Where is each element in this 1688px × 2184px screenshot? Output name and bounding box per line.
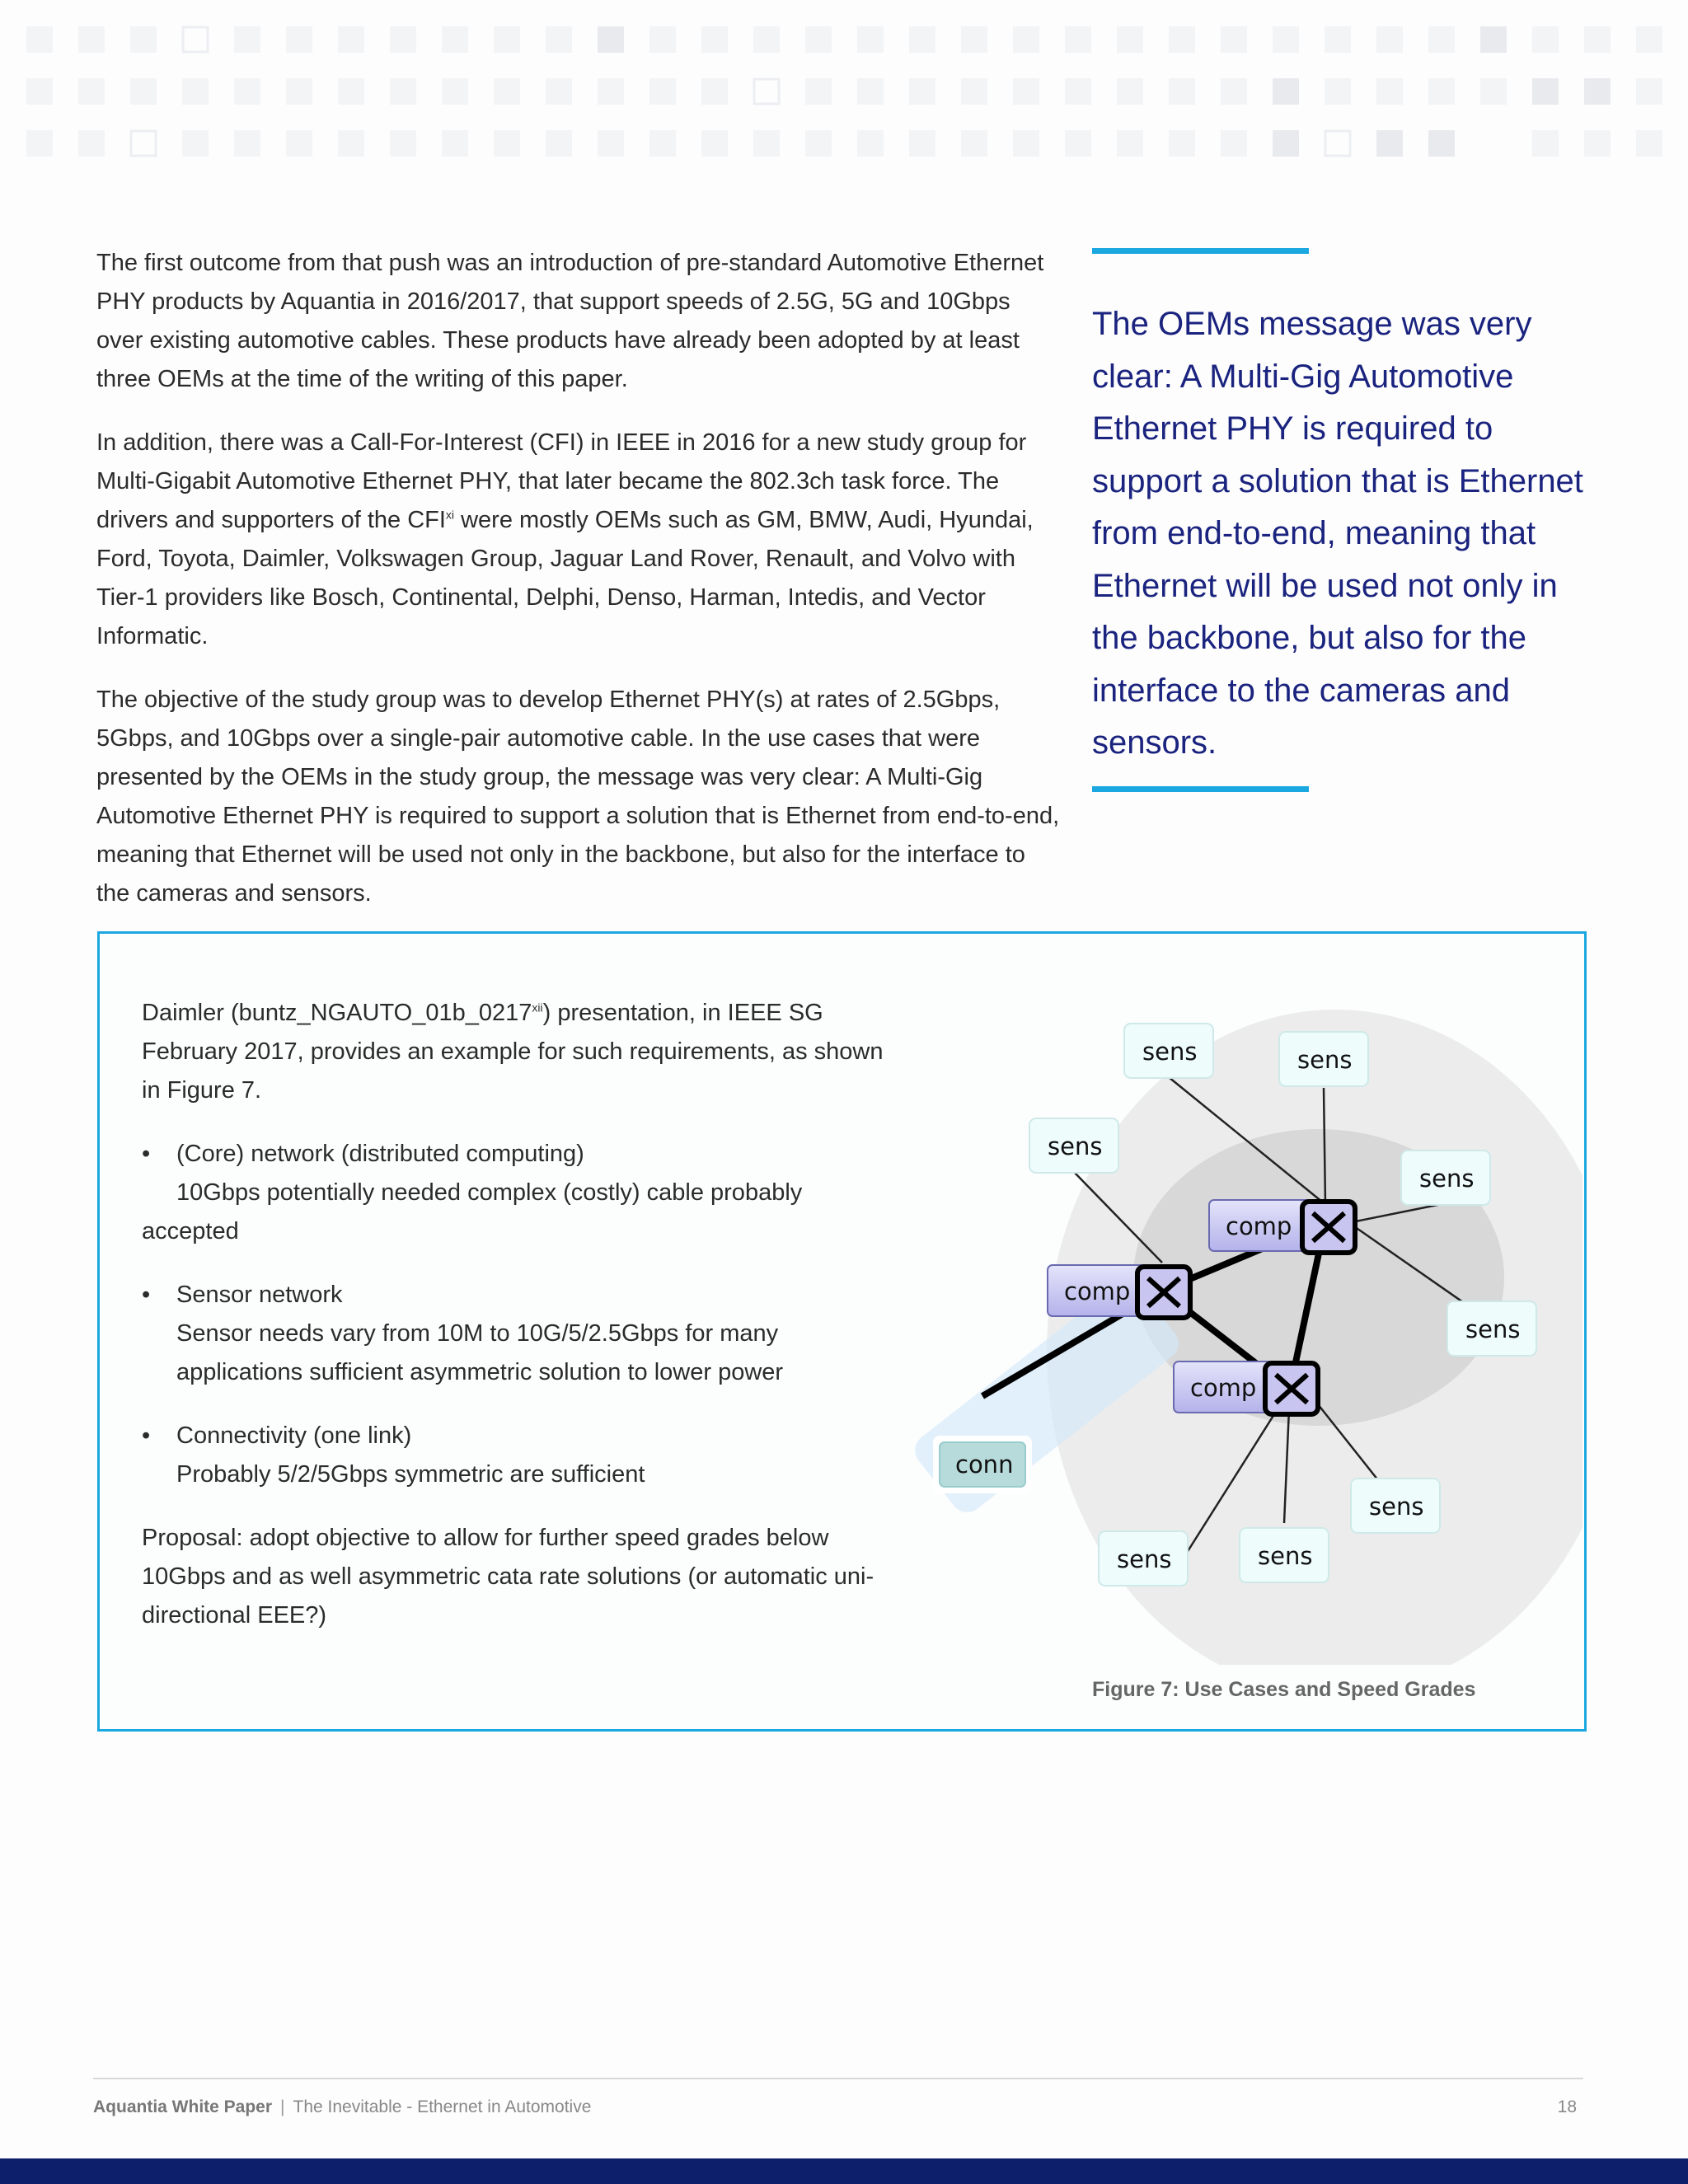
footer-color-bar xyxy=(0,2158,1688,2184)
paragraph-2-part-1: In addition, there was a Call-For-Interest (CFI) in IEEE in 2016 for a new study group for Multi-Gigabit Automotive Ethernet PHY, that later became the 802.3ch task force. The drivers and supporters of the CFI xyxy=(96,429,1027,533)
list-item-lead: (Core) network (distributed computing) xyxy=(176,1141,584,1167)
footer-brand: Aquantia White Paper xyxy=(93,2097,273,2116)
network-topology-diagram xyxy=(890,956,1582,1665)
compute-label: comp xyxy=(1226,1212,1292,1240)
compute-node-left xyxy=(1048,1265,1190,1318)
sensor-label: sens xyxy=(1048,1132,1103,1160)
body-text xyxy=(96,244,1061,938)
compute-node-bottom xyxy=(1174,1361,1318,1414)
list-item-core-network xyxy=(142,1135,900,1251)
sensor-label: sens xyxy=(1117,1545,1172,1573)
footer-document-title: The Inevitable - Ethernet in Automotive xyxy=(293,2097,592,2116)
paragraph-3: The objective of the study group was to develop Ethernet PHY(s) at rates of 2.5Gbps, 5Gbps, and 10Gbps over a single-pair automotive cable. In the use cases that were presented by the OEMs in the study group, the message was very clear: A Multi-Gig Automotive Ethernet PHY is required to support a solution that is Ethernet from end-to-end, meaning that Ethernet will be used not only in the backbone, but also for the interface to the cameras and sensors. xyxy=(96,687,1060,907)
sensor-label: sens xyxy=(1258,1542,1313,1570)
footer-separator: | xyxy=(280,2097,285,2116)
sensor-label: sens xyxy=(1419,1165,1475,1193)
list-item-lead: Sensor network xyxy=(176,1282,343,1308)
bullet-3: • xyxy=(142,1422,151,1449)
switch-icon xyxy=(1137,1267,1190,1318)
footnote-ref-xii[interactable]: xii xyxy=(532,1001,543,1015)
list-item-lead: Connectivity (one link) xyxy=(176,1422,412,1449)
list-item-description-line-2: applications sufficient asymmetric solution to lower power xyxy=(176,1359,784,1385)
pull-quote-top-rule xyxy=(1092,248,1309,254)
decorative-header-pattern xyxy=(0,0,1688,165)
list-item-connectivity xyxy=(142,1417,900,1494)
callout-text xyxy=(142,994,900,1660)
connectivity-label: conn xyxy=(955,1451,1014,1479)
footnote-ref-xi[interactable]: xi xyxy=(445,508,455,522)
compute-label: comp xyxy=(1190,1374,1257,1402)
switch-icon xyxy=(1265,1363,1318,1414)
callout-intro-part-2: ) presentation, in IEEE SG February 2017, provides an example for such requirements, as shown in Figure 7. xyxy=(142,1000,884,1104)
paragraph-1: The first outcome from that push was an introduction of pre-standard Automotive Ethernet PHY products by Aquantia in 2016/2017, that support speeds of 2.5G, 5G and 10Gbps over existing automotive cables. These products have already been adopted by at least three OEMs at the time of the writing of this paper. xyxy=(96,250,1044,392)
paragraph-2-part-2: were mostly OEMs such as GM, BMW, Audi, Hyundai, Ford, Toyota, Daimler, Volkswagen Group, Jaguar Land Rover, Renault, and Volvo with Tier-1 providers like Bosch, Continental, Delphi, Denso, Harman, Intedis, and Vector Informatic. xyxy=(96,507,1034,649)
list-item-description: 10Gbps potentially needed complex (costly) cable probably accepted xyxy=(142,1179,803,1244)
paragraph-2 xyxy=(96,424,1061,656)
pull-quote-bottom-rule xyxy=(1092,786,1309,792)
sensor-label: sens xyxy=(1465,1315,1521,1343)
callout-proposal: Proposal: adopt objective to allow for further speed grades below 10Gbps and as well asymmetric cata rate solutions (or automatic uni-directional EEE?) xyxy=(142,1525,874,1629)
callout-intro xyxy=(142,994,900,1110)
figure-caption: Figure 7: Use Cases and Speed Grades xyxy=(1092,1678,1476,1701)
pull-quote: The OEMs message was very clear: A Multi-Gig Automotive Ethernet PHY is required to support a solution that is Ethernet from end-to-end, meaning that Ethernet will be used not only in the backbone, but also for the interface to the cameras and sensors. xyxy=(1092,306,1583,761)
compute-label: comp xyxy=(1064,1277,1131,1305)
list-item-description-line-1: Sensor needs vary from 10M to 10G/5/2.5Gbps for many xyxy=(176,1320,779,1347)
bullet-2: • xyxy=(142,1282,151,1308)
sensor-label: sens xyxy=(1142,1038,1198,1066)
page-number: 18 xyxy=(1557,2097,1577,2116)
compute-node-top xyxy=(1209,1200,1355,1253)
list-item-sensor-network xyxy=(142,1276,900,1392)
list-item-description: Probably 5/2/5Gbps symmetric are sufficient xyxy=(176,1461,645,1488)
callout-intro-part-1: Daimler (buntz_NGAUTO_01b_0217 xyxy=(142,1000,532,1026)
bullet-1: • xyxy=(142,1141,151,1167)
sensor-label: sens xyxy=(1297,1046,1353,1074)
footer xyxy=(93,2097,591,2117)
switch-icon xyxy=(1302,1202,1355,1253)
connectivity-node xyxy=(933,1436,1032,1493)
footer-divider xyxy=(93,2078,1583,2079)
sensor-label: sens xyxy=(1369,1493,1424,1521)
requirements-list xyxy=(142,1135,900,1494)
